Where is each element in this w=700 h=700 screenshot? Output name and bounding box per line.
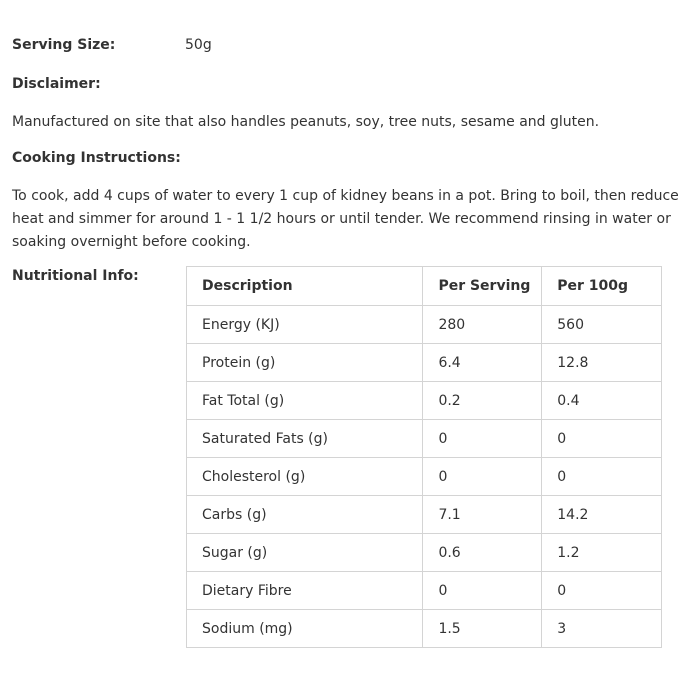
cooking-line: soaking overnight before cooking. bbox=[12, 234, 251, 250]
nutritional-info-label: Nutritional Info: bbox=[12, 268, 139, 284]
table-row bbox=[187, 572, 662, 610]
nutrition-table bbox=[186, 266, 662, 648]
per-100g-value: 560 bbox=[542, 306, 662, 344]
per-100g-value: 0 bbox=[542, 420, 662, 458]
table-row bbox=[187, 306, 662, 344]
per-100g-value: 0 bbox=[542, 572, 662, 610]
cooking-line: heat and simmer for around 1 - 1 1/2 hours or until tender. We recommend rinsing in water or bbox=[12, 211, 671, 227]
nutrient-description: Cholesterol (g) bbox=[187, 458, 423, 496]
per-100g-value: 12.8 bbox=[542, 344, 662, 382]
per-serving-value: 280 bbox=[423, 306, 542, 344]
per-100g-value: 1.2 bbox=[542, 534, 662, 572]
column-header-description: Description bbox=[187, 267, 423, 306]
nutrient-description: Sodium (mg) bbox=[187, 610, 423, 648]
per-100g-value: 0 bbox=[542, 458, 662, 496]
nutrient-description: Fat Total (g) bbox=[187, 382, 423, 420]
table-row bbox=[187, 496, 662, 534]
cooking-instructions-text bbox=[12, 185, 679, 254]
disclaimer-label: Disclaimer: bbox=[12, 76, 101, 92]
per-serving-value: 0 bbox=[423, 420, 542, 458]
serving-size-label: Serving Size: bbox=[12, 37, 116, 53]
per-100g-value: 14.2 bbox=[542, 496, 662, 534]
per-serving-value: 1.5 bbox=[423, 610, 542, 648]
per-serving-value: 0.2 bbox=[423, 382, 542, 420]
table-row bbox=[187, 458, 662, 496]
disclaimer-text: Manufactured on site that also handles peanuts, soy, tree nuts, sesame and gluten. bbox=[12, 114, 600, 130]
table-row bbox=[187, 420, 662, 458]
serving-size-value: 50g bbox=[185, 37, 212, 53]
per-serving-value: 6.4 bbox=[423, 344, 542, 382]
per-serving-value: 7.1 bbox=[423, 496, 542, 534]
per-100g-value: 0.4 bbox=[542, 382, 662, 420]
cooking-line: To cook, add 4 cups of water to every 1 cup of kidney beans in a pot. Bring to boil, then reduce bbox=[12, 188, 679, 204]
cooking-instructions-label: Cooking Instructions: bbox=[12, 150, 181, 166]
nutrient-description: Dietary Fibre bbox=[187, 572, 423, 610]
per-serving-value: 0 bbox=[423, 572, 542, 610]
nutrient-description: Sugar (g) bbox=[187, 534, 423, 572]
table-row bbox=[187, 534, 662, 572]
nutrient-description: Saturated Fats (g) bbox=[187, 420, 423, 458]
per-serving-value: 0.6 bbox=[423, 534, 542, 572]
nutrient-description: Carbs (g) bbox=[187, 496, 423, 534]
table-row bbox=[187, 382, 662, 420]
nutrient-description: Energy (KJ) bbox=[187, 306, 423, 344]
table-row bbox=[187, 610, 662, 648]
per-serving-value: 0 bbox=[423, 458, 542, 496]
table-header-row bbox=[187, 267, 662, 306]
per-100g-value: 3 bbox=[542, 610, 662, 648]
column-header-per-serving: Per Serving bbox=[423, 267, 542, 306]
nutrient-description: Protein (g) bbox=[187, 344, 423, 382]
table-row bbox=[187, 344, 662, 382]
column-header-per-100g: Per 100g bbox=[542, 267, 662, 306]
